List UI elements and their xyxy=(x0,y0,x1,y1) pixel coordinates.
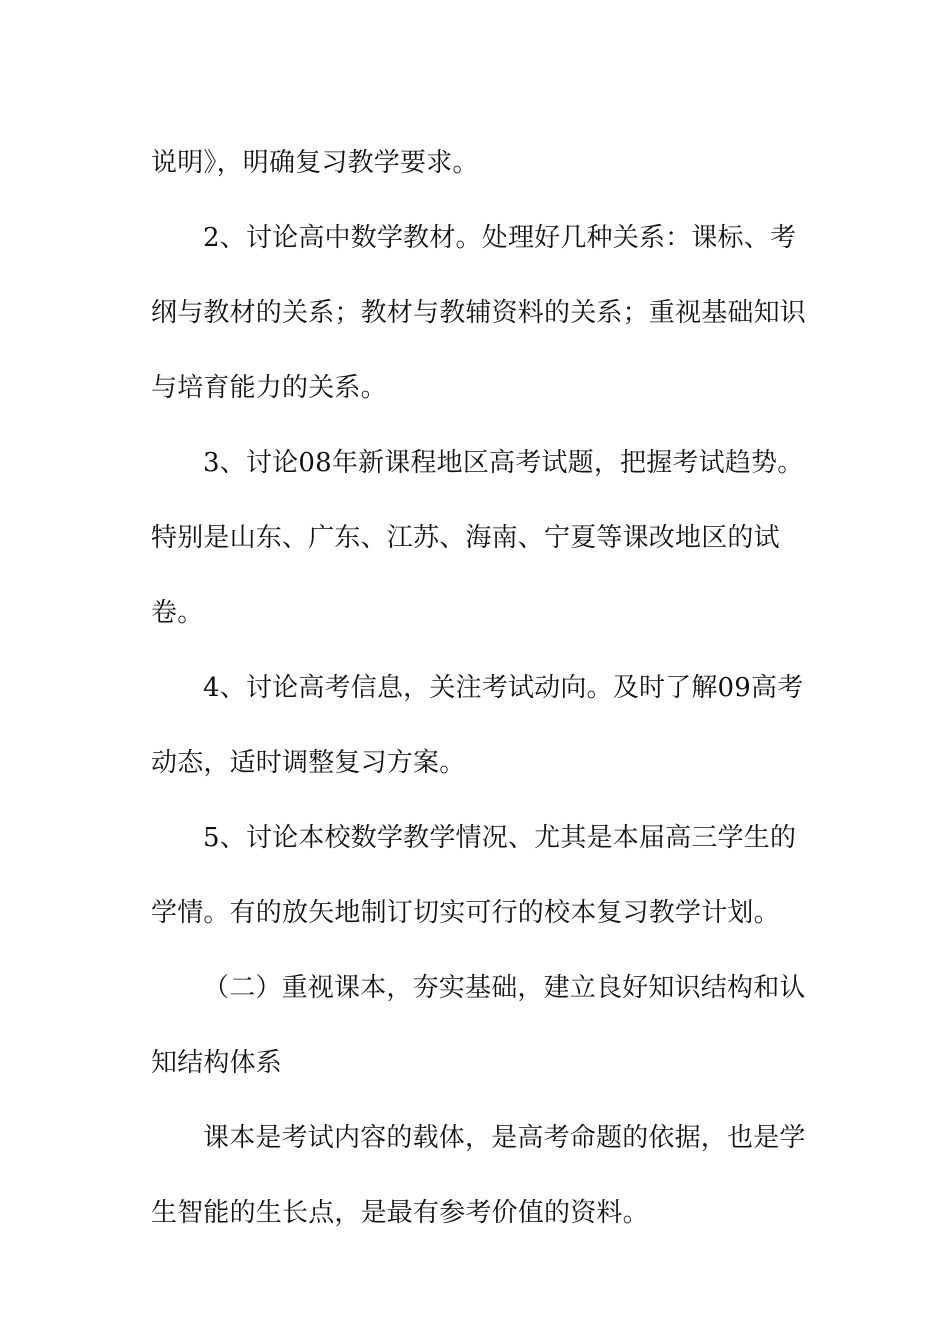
paragraph-continuation: 说明》，明确复习教学要求。 xyxy=(151,148,479,178)
section-heading-2: （二）重视课本，夯实基础，建立良好知识结构和认知结构体系 xyxy=(151,973,806,1078)
paragraph-item-3: 3、讨论08年新课程地区高考试题，把握考试趋势。特别是山东、广东、江苏、海南、宁夏等课改地区的试卷。 xyxy=(151,448,804,628)
document-body xyxy=(151,126,811,1251)
paragraph-textbook: 课本是考试内容的载体，是高考命题的依据，也是学生智能的生长点，是最有参考价值的资料。 xyxy=(151,1123,806,1228)
paragraph-item-4: 4、讨论高考信息，关注考试动向。及时了解09高考动态，适时调整复习方案。 xyxy=(151,673,804,778)
paragraph-item-2: 2、讨论高中数学教材。处理好几种关系：课标、考纲与教材的关系；教材与教辅资料的关系；重视基础知识与培育能力的关系。 xyxy=(151,223,807,403)
paragraph-item-5: 5、讨论本校数学教学情况、尤其是本届高三学生的学情。有的放矢地制订切实可行的校本复习教学计划。 xyxy=(151,823,797,928)
